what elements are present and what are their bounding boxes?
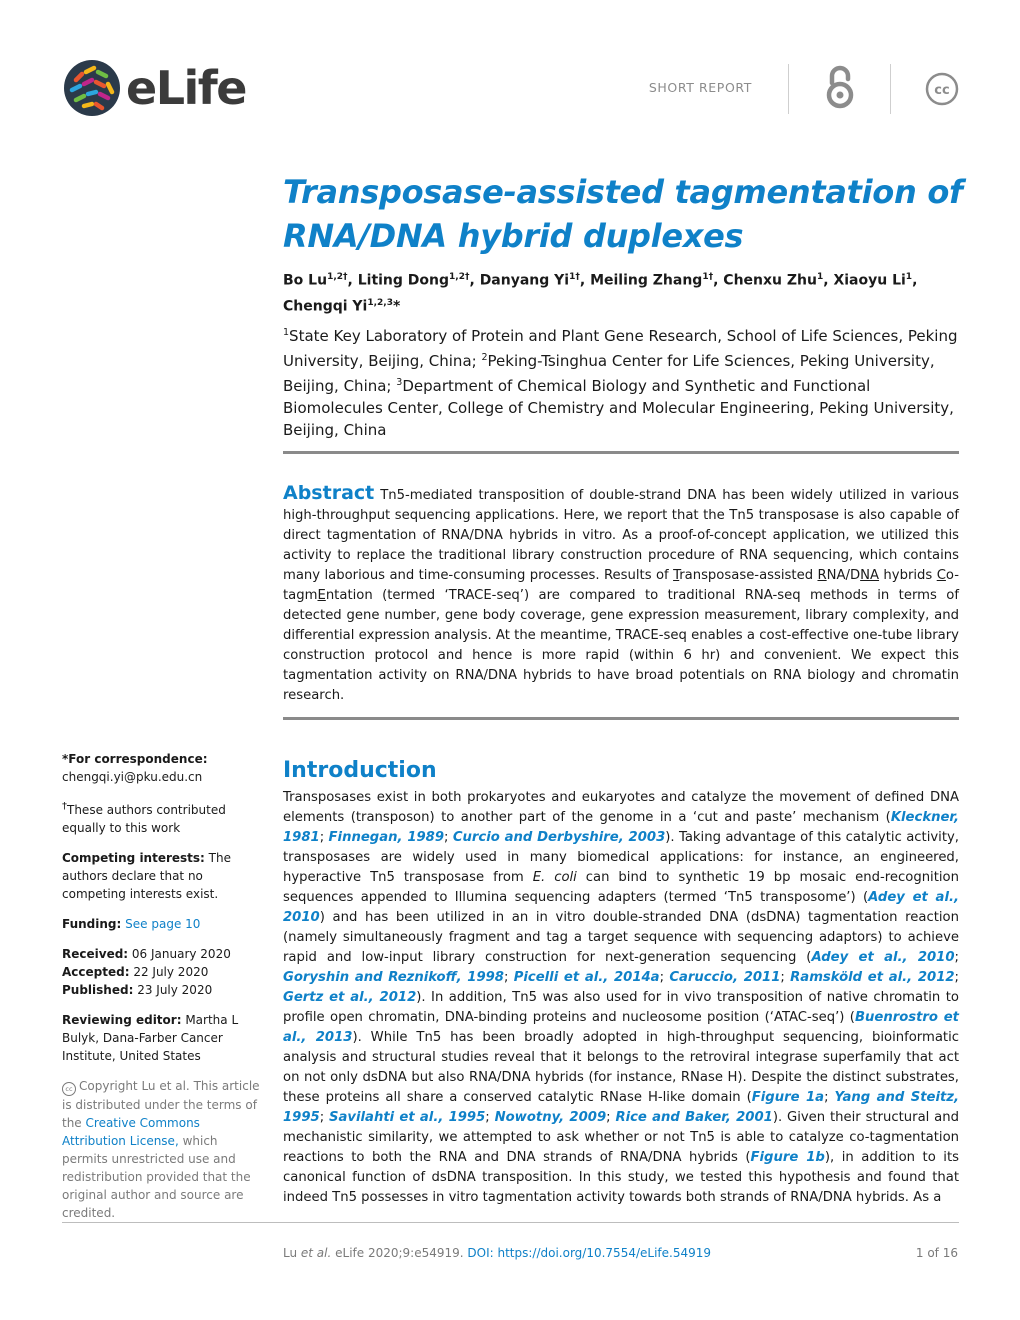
citation-link[interactable]: Gertz et al., 2012: [283, 990, 417, 1005]
body-text: ). While Tn5 has been broadly adopted in high-throughput sequencing, bioinformatic analysis and structural studies reveal that it belongs to the retroviral integrase superfamily that act on not only dsDNA but also RNA/DNA hybrids (for instance, RNase H). Despite the distinct substrates, these proteins all share a conserved catalytic RNase H-like domain (: [283, 1030, 960, 1105]
abstract-text: o-tagm: [283, 568, 959, 603]
funding-label: Funding:: [62, 917, 122, 931]
abstract: [283, 483, 959, 706]
author-name[interactable]: Xiaoyu Li: [833, 272, 906, 289]
acronym-letter: A: [870, 568, 880, 583]
body-text: ) and has been utilized in an in vitro double-stranded DNA (dsDNA) tagmentation reaction (namely simultaneously fragment and tag a target sequence with sequencing adaptors) to achieve rapid and low-input library construction for next-generation sequencing (: [283, 910, 959, 965]
affil-sup: 2: [481, 352, 488, 363]
elife-logo-icon: [62, 58, 122, 118]
affiliation-1: State Key Laboratory of Protein and Plant Gene Research, School of Life Sciences, Peking University, Beijing, China;: [283, 327, 958, 370]
funding-link[interactable]: See page 10: [125, 917, 201, 931]
citation-link[interactable]: Nowotny, 2009: [494, 1110, 607, 1125]
figure-link[interactable]: Figure 1a: [751, 1090, 825, 1105]
elife-logo[interactable]: [62, 58, 246, 120]
acronym-letter: N: [860, 568, 871, 583]
author-name[interactable]: Danyang Yi: [479, 272, 570, 289]
acronym-letter: C: [936, 568, 946, 583]
author-affil-sup: 1,2,3: [367, 297, 393, 308]
abstract-text: Tn5-mediated transposition of double-strand DNA has been widely utilized in various high-throughput sequencing applications. Here, we report that the Tn5 transposase is also capable of direct tagmentation of RNA/DNA hybrids in vitro. As a proof-of-concept application, we utilized this activity to replace the traditional library construction procedure of RNA sequencing, which contains many laborious and time-consuming processes. Results of: [283, 488, 959, 583]
accepted-label: Accepted:: [62, 965, 130, 979]
citation-link[interactable]: Rice and Baker, 2001: [615, 1110, 773, 1125]
header-divider: [890, 64, 891, 114]
citation-link[interactable]: Adey et al., 2010: [811, 950, 955, 965]
abstract-text: ransposase-assisted: [679, 568, 818, 583]
copyright-note: [62, 1077, 262, 1222]
author-affil-sup: 1: [816, 272, 824, 282]
body-text: ;: [954, 970, 959, 985]
body-text: ;: [954, 950, 959, 965]
cc-icon-label: cc: [934, 83, 950, 98]
author-affil-sup: 1,2†: [449, 272, 470, 282]
correspondence-block: [62, 750, 262, 786]
body-text: ;: [503, 970, 514, 985]
citation-link[interactable]: Yang and Steitz, 1995: [283, 1090, 959, 1125]
published-date: 23 July 2020: [133, 983, 213, 997]
affil-sup: 3: [396, 377, 403, 388]
cc-small-icon: cc: [62, 1082, 76, 1096]
body-text: ). Taking advantage of this catalytic activity, transposases are widely used in many biomedical applications: for instance, an engineered, hyperactive Tn5 transposase from: [283, 830, 959, 885]
author-affil-sup: 1†: [702, 272, 714, 282]
citation-link[interactable]: Caruccio, 2011: [669, 970, 781, 985]
citation-link[interactable]: Goryshin and Reznikoff, 1998: [283, 970, 504, 985]
dates-block: [62, 945, 262, 999]
body-text: Transposases exist in both prokaryotes and eukaryotes and catalyze the movement of defined DNA elements (transposon) to another part of the genome in a ‘cut and paste’ mechanism (: [283, 790, 959, 825]
affiliation-2: Peking-Tsinghua Center for Life Sciences, Peking University, Beijing, China;: [283, 352, 935, 395]
reviewing-editor-name: Martha L Bulyk, Dana-Farber Cancer Institute, United States: [62, 1013, 239, 1063]
copyright-text: Copyright Lu et al. This article is distributed under the terms of the: [62, 1079, 260, 1130]
body-text: ). In addition, Tn5 was also used for in vivo transposition of native chromatin to profile open chromatin, DNA-binding proteins and nucleosome position (‘ATAC-seq’) (: [283, 990, 959, 1025]
figure-link[interactable]: Figure 1b: [750, 1150, 825, 1165]
reviewing-editor-label: Reviewing editor:: [62, 1013, 182, 1027]
affil-sup: 1: [283, 327, 290, 338]
abstract-heading: Abstract: [283, 482, 375, 504]
footer-author: Lu: [283, 1246, 301, 1260]
body-text: ;: [606, 1110, 616, 1125]
body-text: can bind to synthetic 19 bp mosaic end-recognition sequences appended to Illumina sequencing adapters (termed ‘Tn5 transposome’) (: [283, 870, 959, 905]
citation-link[interactable]: Picelli et al., 2014a: [513, 970, 660, 985]
competing-interests-text: The authors declare that no competing interests exist.: [62, 851, 231, 901]
species-name: E. coli: [532, 870, 577, 885]
abstract-bottom-rule: [283, 717, 959, 720]
received-label: Received:: [62, 947, 129, 961]
introduction-body: [283, 788, 959, 1208]
body-text: ;: [444, 830, 453, 845]
author-affil-sup: 1†: [569, 272, 580, 282]
page-number: 1 of 16: [915, 1246, 958, 1260]
author-name[interactable]: Liting Dong: [357, 272, 450, 289]
acronym-letter: R: [817, 568, 827, 583]
footer-etal: et al.: [300, 1246, 332, 1260]
body-text: ), in addition to its canonical function of dsDNA transposition. In this study, we tested this hypothesis and found that indeed Tn5 possesses in vitro tagmentation activity towards both strands of RNA/DNA hybrids. As a: [283, 1150, 959, 1205]
author-name[interactable]: Chenxu Zhu: [723, 272, 817, 289]
published-label: Published:: [62, 983, 134, 997]
citation-link[interactable]: Buenrostro et al., 2013: [283, 1010, 959, 1045]
abstract-text: hybrids: [879, 568, 937, 583]
author-name[interactable]: Chengqi Yi: [283, 298, 368, 315]
acronym-letter: T: [673, 568, 680, 583]
equal-contribution-text: These authors contributed equally to this work: [62, 803, 226, 835]
dagger-mark: †: [62, 801, 67, 812]
citation-link[interactable]: Ramsköld et al., 2012: [790, 970, 955, 985]
license-link[interactable]: Creative Commons Attribution License,: [62, 1116, 200, 1148]
author-affil-sup: 1: [905, 272, 913, 282]
body-text: ;: [659, 970, 670, 985]
corresponding-mark: *: [392, 298, 401, 315]
header-divider: [788, 64, 789, 114]
reviewing-editor: [62, 1011, 262, 1065]
copyright-text: which permits unrestricted use and redistribution provided that the original author and source are credited.: [62, 1134, 251, 1220]
article-type-label: SHORT REPORT: [648, 80, 752, 95]
citation-link[interactable]: Kleckner, 1981: [283, 810, 959, 845]
body-text: ). Given their structural and mechanistic similarity, we attempted to ask whether or not Tn5 is able to catalyze co-tagmentation reactions to both the RNA and DNA strands of RNA/DNA hybrids (: [283, 1110, 959, 1165]
abstract-text: ntation (termed ‘TRACE-seq’) are compared to traditional RNA-seq methods in terms of detected gene number, gene body coverage, gene expression measurement, library complexity, and differential expression analysis. At the meantime, TRACE-seq enables a cost-effective one-tube library construction protocol and hence is more rapid (within 6 hr) and convenient. We expect this tagmentation activity on RNA/DNA hybrids to have broad potentials on RNA biology and chromatin research.: [283, 588, 959, 703]
author-list: Bo $Lu^{1,2\dagger}$, Liting Dong$^{1,2\dagger}$, Danyang $Yi^{1\dagger}$, Meiling Zhang$^{1\dagger}$, Chenxu Zhu$^1$, Xiaoyu Li$^1$, Chengqi Yi$^{1,2,3}$*: [283, 272, 918, 315]
competing-interests: [62, 849, 262, 903]
sidebar-metadata: [62, 750, 262, 1234]
author-name[interactable]: Meiling Zhang: [590, 272, 703, 289]
accepted-date: 22 July 2020: [129, 965, 209, 979]
competing-interests-label: Competing interests:: [62, 851, 205, 865]
author-affil-sup: 1,2†: [327, 272, 348, 282]
received-date: 06 January 2020: [128, 947, 231, 961]
body-text: ;: [319, 830, 329, 845]
creative-commons-icon[interactable]: [925, 72, 959, 106]
correspondence-email[interactable]: chengqi.yi@pku.edu.cn: [62, 770, 203, 784]
body-text: ;: [780, 970, 791, 985]
footer-divider: [62, 1222, 959, 1223]
footer-journal: eLife 2020;9:e54919.: [331, 1246, 468, 1260]
footer-citation: [283, 1246, 711, 1260]
affiliation-3: Department of Chemical Biology and Synthetic and Functional Biomolecules Center, College of Chemistry and Molecular Engineering, Peking University, Beijing, China: [283, 377, 954, 439]
acronym-letter: E: [317, 588, 326, 603]
doi-link[interactable]: DOI: https://doi.org/10.7554/eLife.54919: [467, 1246, 711, 1260]
citation-link[interactable]: Savilahti et al., 1995: [329, 1110, 486, 1125]
citation-link[interactable]: Finnegan, 1989: [328, 830, 445, 845]
article-title: Transposase-assisted tagmentation of RNA/DNA hybrid duplexes: [283, 173, 963, 255]
citation-link[interactable]: Curcio and Derbyshire, 2003: [452, 830, 666, 845]
body-text: ;: [485, 1110, 495, 1125]
author-name[interactable]: Bo Lu: [283, 272, 328, 289]
elife-logo-text: eLife: [126, 61, 246, 115]
body-text: ;: [824, 1090, 835, 1105]
citation-link[interactable]: Adey et al., 2010: [283, 890, 959, 925]
abstract-text: NA/D: [826, 568, 861, 583]
funding: [62, 915, 262, 933]
introduction-heading: Introduction: [283, 758, 437, 783]
open-access-icon[interactable]: [822, 63, 858, 111]
correspondence-label: *For correspondence:: [62, 752, 208, 766]
body-text: ;: [319, 1110, 330, 1125]
affiliations: [283, 322, 963, 441]
abstract-top-rule: [283, 451, 959, 454]
equal-contribution-note: [62, 798, 262, 837]
